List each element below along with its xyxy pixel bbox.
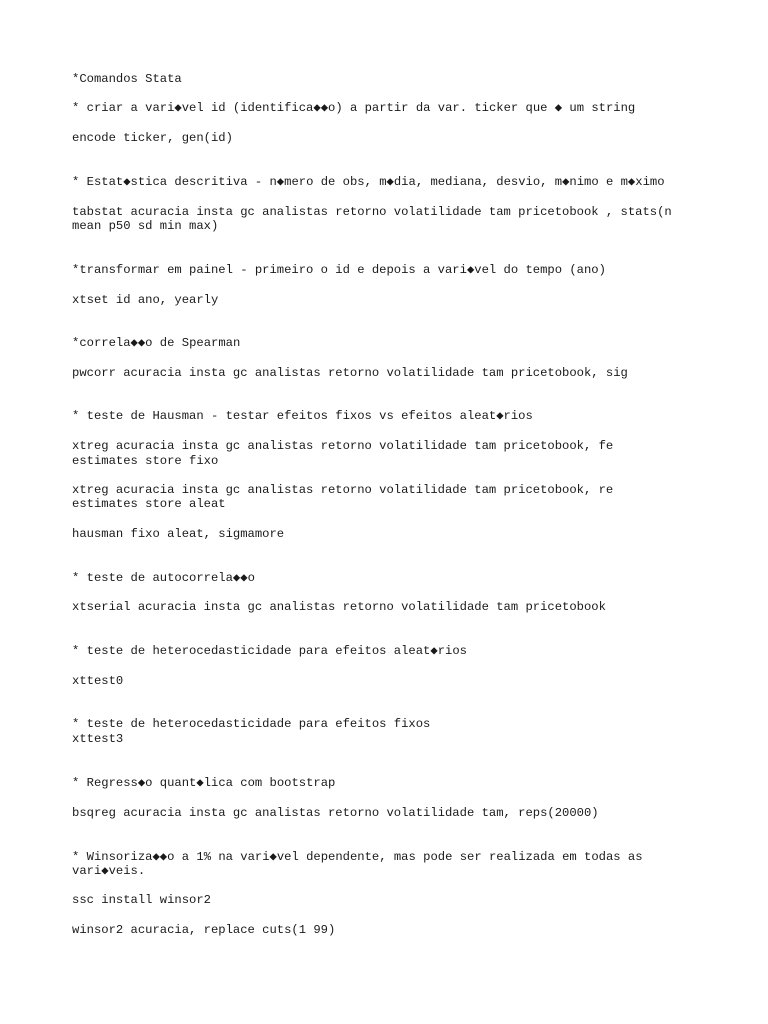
comment-autocorrelation: * teste de autocorrela◆◆o — [72, 571, 255, 585]
comment-header: *Comandos Stata — [72, 72, 182, 86]
command-xtserial: xtserial acuracia insta gc analistas retorno volatilidade tam pricetobook — [72, 600, 606, 614]
command-encode: encode ticker, gen(id) — [72, 131, 233, 145]
command-xttest0: xttest0 — [72, 674, 124, 688]
comment-spearman: *correla◆◆o de Spearman — [72, 336, 241, 350]
command-tabstat-line1: tabstat acuracia insta gc analistas retorno volatilidade tam pricetobook , stats(n — [72, 205, 672, 219]
command-xtset: xtset id ano, yearly — [72, 293, 219, 307]
command-xttest3: xttest3 — [72, 732, 124, 746]
comment-winsorize-line1: * Winsoriza◆◆o a 1% na vari◆vel dependente, mas pode ser realizada em todas as — [72, 850, 643, 864]
comment-hausman: * teste de Hausman - testar efeitos fixos vs efeitos aleat◆rios — [72, 409, 533, 423]
command-xtreg-re: xtreg acuracia insta gc analistas retorno volatilidade tam pricetobook, re — [72, 483, 614, 497]
comment-create-id: * criar a vari◆vel id (identifica◆◆o) a partir da var. ticker que ◆ um string — [72, 101, 636, 115]
command-bsqreg: bsqreg acuracia insta gc analistas retorno volatilidade tam, reps(20000) — [72, 806, 599, 820]
comment-hetero-fixed: * teste de heterocedasticidade para efeitos fixos — [72, 717, 431, 731]
comment-hetero-random: * teste de heterocedasticidade para efeitos aleat◆rios — [72, 644, 467, 658]
command-estimates-fixo: estimates store fixo — [72, 454, 219, 468]
command-estimates-aleat: estimates store aleat — [72, 497, 226, 511]
command-hausman: hausman fixo aleat, sigmamore — [72, 527, 285, 541]
command-ssc-install: ssc install winsor2 — [72, 893, 211, 907]
command-winsor2: winsor2 acuracia, replace cuts(1 99) — [72, 923, 336, 937]
comment-quantile-regression: * Regress◆o quant◆lica com bootstrap — [72, 776, 336, 790]
comment-descriptive-stats: * Estat◆stica descritiva - n◆mero de obs, m◆dia, mediana, desvio, m◆nimo e m◆ximo — [72, 175, 665, 189]
command-tabstat-line2: mean p50 sd min max) — [72, 219, 219, 233]
command-pwcorr: pwcorr acuracia insta gc analistas retorno volatilidade tam pricetobook, sig — [72, 366, 628, 380]
comment-winsorize-line2: vari◆veis. — [72, 864, 146, 878]
comment-panel: *transformar em painel - primeiro o id e depois a vari◆vel do tempo (ano) — [72, 263, 606, 277]
command-xtreg-fe: xtreg acuracia insta gc analistas retorno volatilidade tam pricetobook, fe — [72, 439, 614, 453]
